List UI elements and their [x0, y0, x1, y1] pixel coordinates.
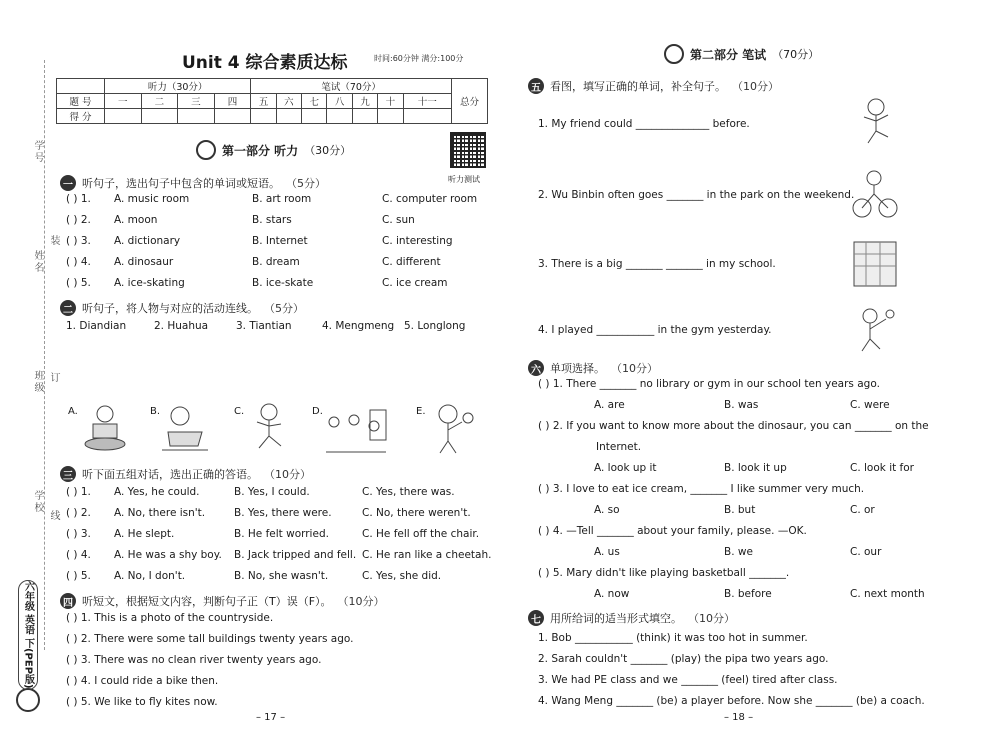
- part1-title: 第一部分 听力: [222, 143, 299, 158]
- activity-label: D.: [312, 406, 323, 417]
- option-a: A. Yes, he could.: [114, 486, 200, 498]
- section-6-header: [528, 360, 658, 376]
- cycling-boy-picture: [850, 168, 900, 222]
- section-6-title: 单项选择。: [550, 362, 605, 375]
- section-4-header: [60, 593, 385, 609]
- part1-banner: [196, 140, 351, 160]
- ice-skating-girl-picture: [854, 96, 900, 150]
- score-input[interactable]: [403, 109, 451, 124]
- qr-label: 听力测试: [448, 175, 480, 184]
- option-a: A. dinosaur: [114, 256, 174, 268]
- section-2-points: （5分）: [264, 302, 304, 315]
- section-4-title: 听短文，根据短文内容，判断句子正（T）误（F）。: [82, 595, 332, 608]
- pencil-icon: [664, 44, 684, 64]
- activity-label: A.: [68, 406, 78, 417]
- option-a: A. No, I don't.: [114, 570, 186, 582]
- answer-slot[interactable]: ( ) 5.: [66, 277, 91, 289]
- answer-slot[interactable]: ( ) 4.: [66, 256, 91, 268]
- score-table-cell: 七: [302, 94, 327, 109]
- section-5-badge: 五: [528, 78, 544, 94]
- option-b[interactable]: B. we: [724, 546, 753, 558]
- section-6-points: （10分）: [611, 362, 658, 375]
- part2-banner: [664, 44, 819, 64]
- section-5-title: 看图，填写正确的单词，补全句子。: [550, 80, 726, 93]
- badminton-boy-picture: [850, 306, 900, 356]
- option-c[interactable]: C. look it for: [850, 462, 914, 474]
- spine-label-student-id: 学号: [32, 140, 43, 164]
- score-table-corner: [57, 79, 105, 94]
- section-2-header: [60, 300, 304, 316]
- section-4-badge: 四: [60, 593, 76, 609]
- section-2-badge: 二: [60, 300, 76, 316]
- activity-label: B.: [150, 406, 161, 417]
- score-input[interactable]: [352, 109, 377, 124]
- score-input[interactable]: [302, 109, 327, 124]
- exam-meta: 时间:60分钟 满分:100分: [374, 54, 464, 63]
- section-7-points: （10分）: [688, 612, 735, 625]
- score-table-cell: 五: [251, 94, 276, 109]
- section-5-points: （10分）: [732, 80, 779, 93]
- option-b: B. Yes, there were.: [234, 507, 332, 519]
- left-page: [56, 40, 492, 723]
- playing-games-picture: [320, 402, 392, 456]
- section-1-points: （5分）: [286, 177, 326, 190]
- fill-sentence[interactable]: 4. I played ___________ in the gym yesterday.: [538, 324, 772, 336]
- seal-char-2: 订: [48, 372, 59, 384]
- page-number-right: – 18 –: [724, 712, 754, 723]
- option-c[interactable]: C. or: [850, 504, 875, 516]
- cooking-picture: [78, 402, 132, 456]
- option-a: A. moon: [114, 214, 158, 226]
- activity-label: C.: [234, 406, 245, 417]
- option-c: C. different: [382, 256, 441, 268]
- option-c: C. No, there weren't.: [362, 507, 471, 519]
- skating-picture: [242, 402, 296, 456]
- true-false-item[interactable]: ( ) 2. There were some tall buildings twenty years ago.: [66, 633, 354, 645]
- person-name: 1. Diandian: [66, 320, 127, 332]
- section-3-header: [60, 466, 311, 482]
- score-table-cell: 题 号: [57, 94, 105, 109]
- score-table: [56, 78, 488, 124]
- section-3-points: （10分）: [264, 468, 311, 481]
- option-c[interactable]: C. next month: [850, 588, 925, 600]
- reading-picture: [158, 402, 212, 456]
- mc-question[interactable]: ( ) 5. Mary didn't like playing basketball _______.: [538, 567, 790, 579]
- option-c: C. interesting: [382, 235, 453, 247]
- true-false-item[interactable]: ( ) 5. We like to fly kites now.: [66, 696, 218, 708]
- section-7-badge: 七: [528, 610, 544, 626]
- section-1-badge: 一: [60, 175, 76, 191]
- score-table-cell: 得 分: [57, 109, 105, 124]
- answer-slot[interactable]: ( ) 3.: [66, 528, 91, 540]
- option-b[interactable]: B. look it up: [724, 462, 787, 474]
- mc-question[interactable]: ( ) 3. I love to eat ice cream, _______ I like summer very much.: [538, 483, 865, 495]
- person-name: 2. Huahua: [154, 320, 209, 332]
- option-b: B. He felt worried.: [234, 528, 329, 540]
- option-c: C. He ran like a cheetah.: [362, 549, 492, 561]
- score-table-written: 笔试（70分）: [251, 79, 452, 94]
- qr-code-icon[interactable]: [450, 132, 486, 168]
- option-a[interactable]: A. are: [594, 399, 625, 411]
- spine-label-name: 姓名: [32, 250, 43, 274]
- score-input[interactable]: [251, 109, 276, 124]
- section-7-header: [528, 610, 735, 626]
- option-a: A. He slept.: [114, 528, 175, 540]
- score-table-listening: 听力（30分）: [105, 79, 251, 94]
- score-input[interactable]: [105, 109, 142, 124]
- option-a: A. dictionary: [114, 235, 181, 247]
- score-table-cell: 九: [352, 94, 377, 109]
- option-b: B. stars: [252, 214, 292, 226]
- true-false-item[interactable]: ( ) 3. There was no clean river twenty years ago.: [66, 654, 322, 666]
- score-table-total: 总分: [452, 79, 488, 124]
- option-c: C. computer room: [382, 193, 478, 205]
- score-table-cell: 六: [276, 94, 301, 109]
- option-c: C. Yes, there was.: [362, 486, 455, 498]
- part1-score: （30分）: [304, 144, 352, 157]
- fill-verb-sentence[interactable]: 3. We had PE class and we _______ (feel) tired after class.: [538, 674, 838, 686]
- option-c[interactable]: C. were: [850, 399, 890, 411]
- fill-verb-sentence[interactable]: 4. Wang Meng _______ (be) a player before. Now she _______ (be) a coach.: [538, 695, 925, 707]
- person-name: 3. Tiantian: [236, 320, 292, 332]
- option-c: C. He fell off the chair.: [362, 528, 480, 540]
- spine-label-school: 学校: [32, 490, 43, 514]
- section-1-header: [60, 175, 326, 191]
- option-b[interactable]: B. before: [724, 588, 772, 600]
- true-false-item[interactable]: ( ) 1. This is a photo of the countryside.: [66, 612, 274, 624]
- score-input[interactable]: [178, 109, 215, 124]
- option-b: B. art room: [252, 193, 312, 205]
- part2-score: （70分）: [772, 48, 820, 61]
- score-table-cell: 十一: [403, 94, 451, 109]
- answer-slot[interactable]: ( ) 2.: [66, 507, 91, 519]
- answer-slot[interactable]: ( ) 1.: [66, 486, 91, 498]
- score-table-cell: 三: [178, 94, 215, 109]
- option-a[interactable]: A. us: [594, 546, 620, 558]
- mc-question[interactable]: ( ) 4. —Tell _______ about your family, please. —OK.: [538, 525, 807, 537]
- option-b: B. No, she wasn't.: [234, 570, 329, 582]
- publisher-logo-icon: [16, 688, 40, 712]
- person-name: 5. Longlong: [404, 320, 466, 332]
- score-table-cell: 十: [378, 94, 403, 109]
- activity-label: E.: [416, 406, 426, 417]
- part2-title: 第二部分 笔试: [690, 47, 767, 62]
- option-a[interactable]: A. look up it: [594, 462, 657, 474]
- option-b: B. Jack tripped and fell.: [234, 549, 357, 561]
- option-b[interactable]: B. but: [724, 504, 756, 516]
- score-input[interactable]: [378, 109, 403, 124]
- score-input[interactable]: [327, 109, 352, 124]
- option-a[interactable]: A. so: [594, 504, 620, 516]
- seal-char-1: 装: [48, 235, 59, 247]
- section-2-title: 听句子，将人物与对应的活动连线。: [82, 302, 258, 315]
- option-b: B. Internet: [252, 235, 308, 247]
- section-1-title: 听句子，选出句子中包含的单词或短语。: [82, 177, 280, 190]
- option-b: B. dream: [252, 256, 300, 268]
- spine-label-class: 班级: [32, 370, 43, 394]
- option-a: A. No, there isn't.: [114, 507, 206, 519]
- score-table-cell: 一: [105, 94, 142, 109]
- section-5-header: [528, 78, 779, 94]
- option-a[interactable]: A. now: [594, 588, 630, 600]
- score-input[interactable]: [141, 109, 178, 124]
- option-c: C. Yes, she did.: [362, 570, 442, 582]
- headphones-icon: [196, 140, 216, 160]
- mc-question[interactable]: ( ) 1. There _______ no library or gym in our school ten years ago.: [538, 378, 880, 390]
- option-a: A. He was a shy boy.: [114, 549, 222, 561]
- section-6-badge: 六: [528, 360, 544, 376]
- person-name: 4. Mengmeng: [322, 320, 395, 332]
- option-b[interactable]: B. was: [724, 399, 759, 411]
- seal-char-3: 线: [48, 510, 59, 522]
- mc-question[interactable]: ( ) 2. If you want to know more about the dinosaur, you can _______ on the: [538, 420, 929, 432]
- playing-badminton-picture: [426, 402, 480, 456]
- section-3-title: 听下面五组对话，选出正确的答语。: [82, 468, 258, 481]
- option-c: C. ice cream: [382, 277, 448, 289]
- section-7-title: 用所给词的适当形式填空。: [550, 612, 682, 625]
- fill-verb-sentence[interactable]: 2. Sarah couldn't _______ (play) the pipa two years ago.: [538, 653, 829, 665]
- fill-sentence[interactable]: 2. Wu Binbin often goes _______ in the park on the weekend.: [538, 189, 855, 201]
- option-c: C. sun: [382, 214, 415, 226]
- fill-verb-sentence[interactable]: 1. Bob ___________ (think) it was too hot in summer.: [538, 632, 808, 644]
- score-table-cell: 四: [214, 94, 251, 109]
- section-3-badge: 三: [60, 466, 76, 482]
- binding-spine: [0, 0, 59, 754]
- score-table-cell: 二: [141, 94, 178, 109]
- mc-question-cont: Internet.: [596, 441, 642, 453]
- true-false-item[interactable]: ( ) 4. I could ride a bike then.: [66, 675, 219, 687]
- page-number-left: – 17 –: [256, 712, 286, 723]
- option-a: A. ice-skating: [114, 277, 185, 289]
- score-table-cell: 八: [327, 94, 352, 109]
- score-input[interactable]: [214, 109, 251, 124]
- fill-sentence[interactable]: 3. There is a big _______ _______ in my school.: [538, 258, 776, 270]
- score-input[interactable]: [276, 109, 301, 124]
- option-b: B. ice-skate: [252, 277, 314, 289]
- answer-slot[interactable]: ( ) 3.: [66, 235, 91, 247]
- fill-sentence[interactable]: 1. My friend could ______________ before.: [538, 118, 750, 130]
- page-title: Unit 4 综合素质达标: [182, 53, 348, 73]
- book-label: 六年级 英语 下(PEP版): [18, 580, 38, 690]
- option-b: B. Yes, I could.: [234, 486, 310, 498]
- answer-slot[interactable]: ( ) 4.: [66, 549, 91, 561]
- section-4-points: （10分）: [337, 595, 385, 608]
- option-a: A. music room: [114, 193, 190, 205]
- building-picture: [850, 238, 900, 290]
- answer-slot[interactable]: ( ) 1.: [66, 193, 91, 205]
- answer-slot[interactable]: ( ) 5.: [66, 570, 91, 582]
- option-c[interactable]: C. our: [850, 546, 882, 558]
- answer-slot[interactable]: ( ) 2.: [66, 214, 91, 226]
